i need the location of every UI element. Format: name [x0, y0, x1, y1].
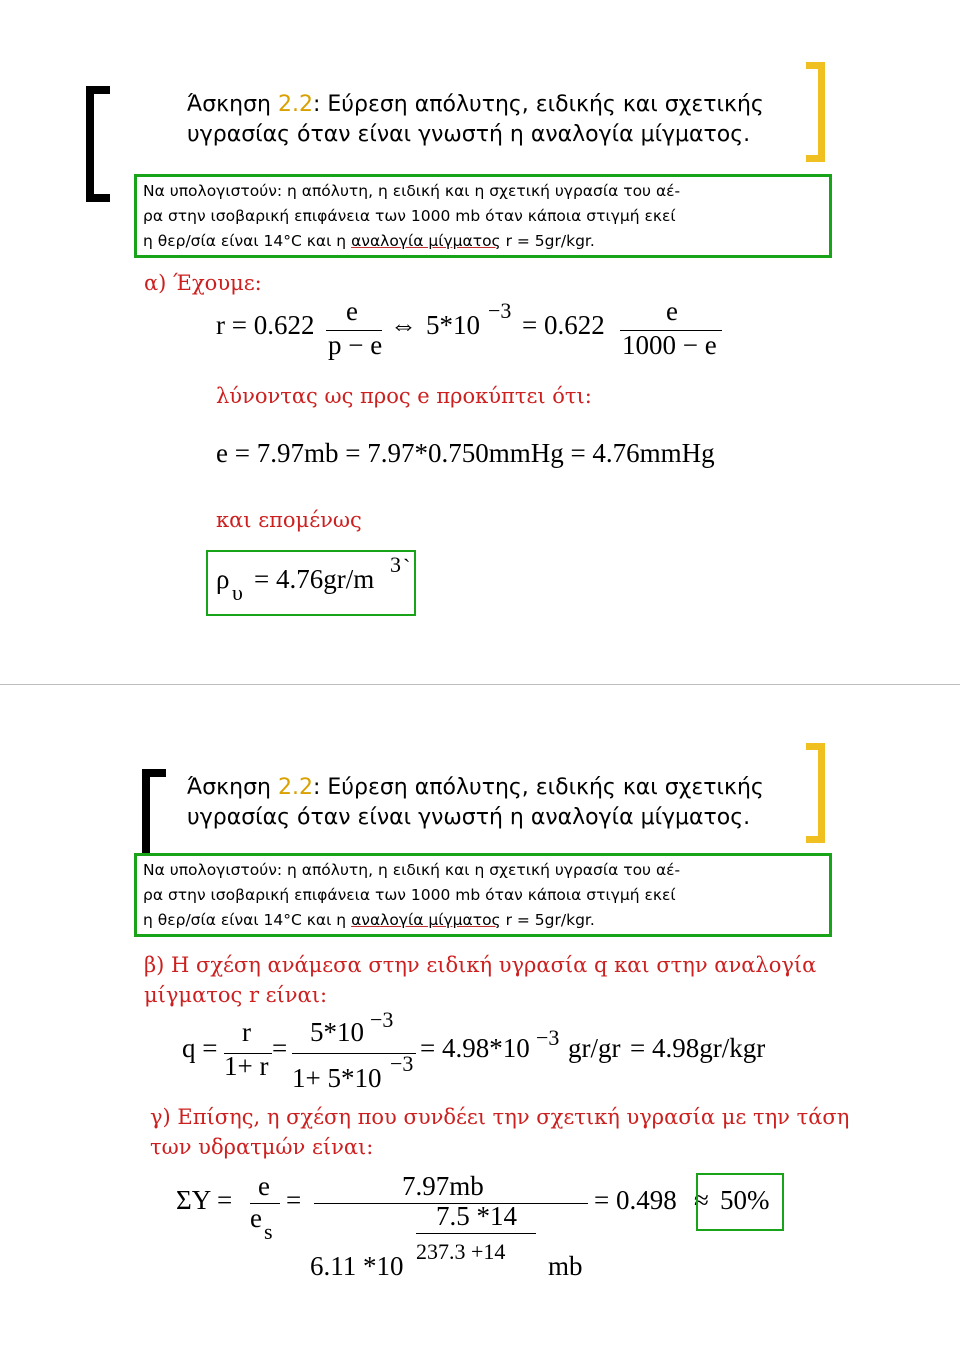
right-bracket-decoration: [806, 743, 825, 843]
heading-title-line2: υγρασίας όταν είναι γνωστή η αναλογία μίγματος.: [187, 805, 751, 830]
part-b-line-2: μίγματος r είναι:: [144, 983, 328, 1007]
page-divider: [0, 684, 960, 685]
heading-title: : Εύρεση απόλυτης, ειδικής και σχετικής: [312, 775, 764, 800]
problem-line-2: ρα στην ισοβαρική επιφάνεια των 1000 mb όταν κάποια στιγμή εκεί: [143, 207, 676, 225]
unit-exponent: 3: [390, 552, 401, 577]
rh-denominator-unit: mb: [548, 1251, 583, 1281]
problem-line-1: Να υπολογιστούν: η απόλυτη, η ειδική και η σχετική υγρασία του αέ-: [143, 861, 681, 879]
rh-result: = 0.498: [594, 1185, 677, 1215]
vapor-pressure-equation: e = 7.97mb = 7.97*0.750mmHg = 4.76mmHg: [216, 438, 715, 468]
heading-title: : Εύρεση απόλυτης, ειδικής και σχετικής: [312, 92, 764, 117]
heading-prefix: Άσκηση: [187, 92, 278, 117]
problem-line-1: Να υπολογιστούν: η απόλυτη, η ειδική και η σχετική υγρασία του αέ-: [143, 182, 681, 200]
eq1-lhs: r = 0.622: [216, 310, 315, 340]
eq1-middle-term: 5*10: [426, 310, 480, 340]
rh-denominator-1: e: [250, 1203, 262, 1233]
rh-numerator-2: 7.97mb: [402, 1171, 484, 1201]
absolute-humidity-value: = 4.76gr/m: [254, 564, 375, 594]
eq1-right-coefficient: = 0.622: [522, 310, 605, 340]
approx-symbol: ≈: [694, 1185, 709, 1215]
problem-line-3: η θερ/σία είναι 14°C και η αναλογία μίγματος r = 5gr/kgr.: [143, 911, 595, 929]
problem-line-3: η θερ/σία είναι 14°C και η αναλογία μίγματος r = 5gr/kgr.: [143, 232, 595, 250]
slide-1: [82, 62, 926, 642]
rh-exponent-fraction-bar: [416, 1233, 536, 1234]
eq1-exponent: −3: [488, 298, 512, 323]
q-denominator-exponent: −3: [390, 1051, 414, 1076]
heading-prefix: Άσκηση: [187, 775, 278, 800]
absolute-humidity-result-box: [206, 550, 416, 616]
part-a-label: α) Έχουμε:: [144, 271, 262, 295]
problem-statement-box: [134, 853, 832, 937]
q-result-gr-per-gr: = 4.98*10: [420, 1033, 530, 1063]
relative-humidity-percent: 50%: [720, 1185, 770, 1215]
eq1-numerator-2: e: [666, 296, 678, 326]
q-numerator-1: r: [242, 1017, 251, 1047]
right-bracket-decoration: [806, 62, 825, 162]
equivalence-arrow-icon: ⇔: [390, 310, 417, 340]
q-lhs: q =: [182, 1033, 218, 1063]
part-c-line-2: των υδρατμών είναι:: [150, 1135, 374, 1159]
slide-2: [82, 743, 926, 1323]
eq1-denominator-1: p − e: [328, 330, 383, 360]
solve-instruction: λύνοντας ως προς e προκύπτει ότι:: [216, 384, 592, 408]
underlined-term: αναλογία μίγματος: [351, 232, 501, 250]
part-c-line-1: γ) Επίσης, η σχέση που συνδέει την σχετική υγρασία με την τάση: [150, 1105, 850, 1129]
rh-numerator-1: e: [258, 1171, 270, 1201]
rh-denominator-base: 6.11 *10: [310, 1251, 404, 1281]
eq1-denominator-2: 1000 − e: [622, 330, 717, 360]
eq1-numerator-1: e: [346, 296, 358, 326]
exercise-heading: [187, 773, 764, 833]
heading-title-line2: υγρασίας όταν είναι γνωστή η αναλογία μίγματος.: [187, 122, 751, 147]
underlined-term: αναλογία μίγματος: [351, 911, 501, 929]
rho-symbol: ρ: [216, 564, 230, 594]
q-numerator-2: 5*10: [310, 1017, 364, 1047]
part-b-line-1: β) Η σχέση ανάμεσα στην ειδική υγρασία q και στην αναλογία: [144, 953, 817, 977]
consequently-label: και επομένως: [216, 508, 362, 532]
rh-denominator-subscript: s: [264, 1219, 273, 1244]
rh-exponent-numerator: 7.5 *14: [436, 1201, 517, 1231]
stray-mark: `: [403, 554, 411, 579]
q-denominator-1: 1+ r: [224, 1051, 269, 1081]
rh-equals: =: [286, 1185, 302, 1215]
problem-statement-box: [134, 174, 832, 258]
rh-lhs: ΣΥ =: [176, 1185, 233, 1215]
q-denominator-2: 1+ 5*10: [292, 1063, 382, 1093]
q-result-unit: gr/gr: [568, 1033, 621, 1063]
problem-line-2: ρα στην ισοβαρική επιφάνεια των 1000 mb όταν κάποια στιγμή εκεί: [143, 886, 676, 904]
relative-humidity-result-box: [696, 1173, 784, 1231]
left-bracket-decoration: [86, 86, 110, 202]
rho-subscript: υ: [232, 580, 243, 605]
rh-exponent-denominator: 237.3 +14: [416, 1239, 506, 1264]
exercise-number: 2.2: [277, 92, 313, 117]
q-equals: =: [272, 1033, 288, 1063]
q-numerator-exponent: −3: [370, 1007, 394, 1032]
exercise-heading: [187, 90, 764, 150]
q-result-exponent: −3: [536, 1025, 560, 1050]
exercise-number: 2.2: [277, 775, 313, 800]
q-result-gr-per-kgr: = 4.98gr/kgr: [630, 1033, 766, 1063]
